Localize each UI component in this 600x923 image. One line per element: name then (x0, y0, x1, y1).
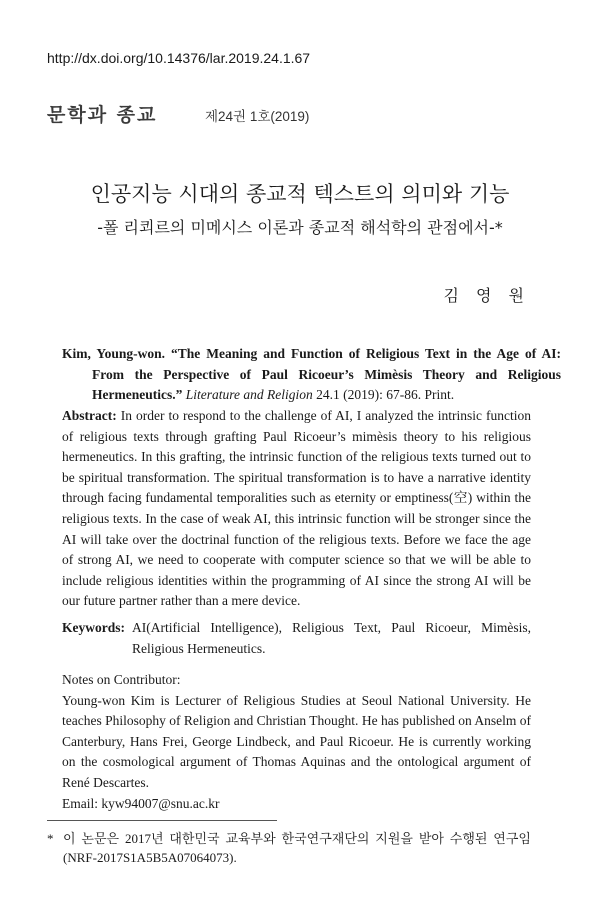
footnote (47, 829, 531, 867)
notes-heading: Notes on Contributor: (62, 672, 181, 687)
footnote-mark: * (47, 831, 54, 846)
citation-rest: 24.1 (2019): 67-86. Print. (312, 387, 455, 403)
keywords-text: AI(Artificial Intelligence), Religious Text, Paul Ricoeur, Mimèsis, Religious Hermeneutics. (132, 620, 531, 656)
citation (62, 344, 561, 406)
contributor-email[interactable]: Email: kyw94007@snu.ac.kr (62, 795, 220, 811)
contributor-notes (62, 670, 531, 814)
abstract (62, 406, 531, 612)
issue-number: 제24권 1호(2019) (205, 109, 310, 124)
journal-name: 문학과 종교 (47, 104, 158, 126)
footnote-divider (47, 820, 277, 821)
abstract-text: In order to respond to the challenge of AI, I analyzed the intrinsic function of religious texts through grafting Paul Ricoeur’s mimèsis theory to his religious hermeneutics. In this grafting, the intrinsic function of the religious texts turned out to be spiritual transformation. The spiritual transformation is to have a narrative identity through facing fundamental temporalities such as eternity or emptiness(空) within the religious texts. In the case of weak AI, this intrinsic function will be stronger since the AI will take over the doctrinal function of the religious texts. Before we face the age of strong AI, we need to cooperate with computer science so that we will be able to include religious identities within the programming of AI since the strong AI will be our future partner rather than a mere device. (62, 408, 532, 609)
doi-link[interactable]: http://dx.doi.org/10.14376/lar.2019.24.1.67 (47, 50, 311, 66)
citation-bold: Kim, Young-won. “The Meaning and Function of Religious Text in the Age of AI: From the Perspective of Paul Ricoeur’s Mimèsis Theory and Religious Hermeneutics.” (62, 346, 561, 403)
keywords-label: Keywords: (62, 620, 125, 635)
citation-journal: Literature and Religion (185, 387, 313, 403)
footnote-text: 이 논문은 2017년 대한민국 교육부와 한국연구재단의 지원을 받아 수행된 연구임 (NRF-2017S1A5B5A07064073). (63, 831, 531, 865)
author-name: 김 영 원 (443, 286, 530, 305)
paper-subtitle: -폴 리쾨르의 미메시스 이론과 종교적 해석학의 관점에서-* (97, 218, 503, 237)
keywords (62, 618, 531, 659)
notes-text: Young-won Kim is Lecturer of Religious Studies at Seoul National University. He teaches Philosophy of Religion and Christian Thought. He has published on Anselm of Canterbury, Hans Frei, George Lindbeck, and Paul Ricoeur. He is currently working on the cosmological argument of Thomas Aquinas and the ontological argument of René Descartes. (62, 692, 531, 790)
paper-title: 인공지능 시대의 종교적 텍스트의 의미와 기능 (90, 182, 510, 206)
abstract-label: Abstract: (62, 408, 117, 423)
